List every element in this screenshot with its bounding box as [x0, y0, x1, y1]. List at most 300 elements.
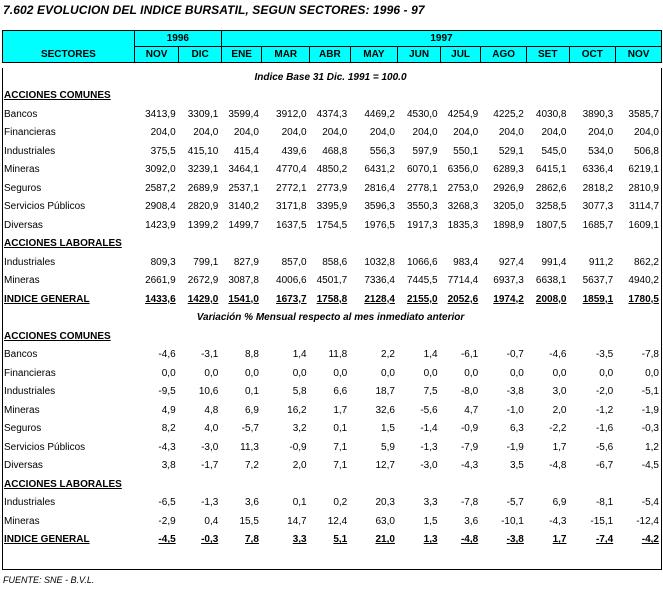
value-cell: -10,1: [501, 515, 524, 527]
value-cell: 2820,9: [187, 201, 219, 213]
header-month: MAY: [350, 47, 398, 63]
value-cell: 7,1: [333, 460, 348, 472]
value-cell: 1,3: [423, 534, 438, 546]
source-note: FUENTE: SNE - B.V.L.: [3, 575, 95, 585]
header-month: AGO: [481, 47, 527, 63]
value-cell: -3,8: [506, 534, 524, 546]
value-cell: 3599,4: [228, 108, 259, 120]
value-cell: 7445,5: [406, 275, 438, 287]
value-cell: 3550,3: [406, 201, 438, 213]
value-cell: 1859,1: [582, 293, 614, 305]
value-cell: 6356,0: [447, 164, 479, 176]
value-cell: 1499,7: [228, 219, 259, 231]
table-row: [2, 346, 662, 365]
value-cell: 1,2: [645, 441, 659, 453]
value-cell: -4,8: [460, 534, 479, 546]
value-cell: 5,1: [333, 534, 348, 546]
value-cell: -3,0: [420, 460, 438, 472]
value-cell: -3,5: [595, 349, 614, 361]
value-cell: 991,4: [541, 256, 567, 268]
value-cell: 3258,5: [535, 201, 567, 213]
value-cell: -7,4: [595, 534, 614, 546]
value-cell: -4,3: [158, 441, 176, 453]
value-cell: -6,1: [460, 349, 479, 361]
table-row: [2, 364, 662, 383]
value-cell: 63,0: [375, 515, 395, 527]
value-cell: 2537,1: [228, 182, 259, 194]
row-label: Servicios Públicos: [4, 201, 86, 213]
header-sectores: SECTORES: [3, 31, 135, 63]
value-cell: 1898,9: [493, 219, 524, 231]
value-cell: 4501,7: [316, 275, 348, 287]
value-cell: 7,1: [333, 441, 348, 453]
value-cell: 3114,7: [629, 201, 659, 213]
value-cell: 0,0: [245, 367, 259, 379]
value-cell: 1399,2: [187, 219, 219, 231]
table-row: [2, 401, 662, 420]
value-cell: -5,1: [641, 386, 659, 398]
row-label: Mineras: [4, 404, 40, 416]
section-note: Indice Base 31 Dic. 1991 = 100.0: [254, 71, 407, 83]
value-cell: 5,9: [381, 441, 395, 453]
value-cell: 1429,0: [187, 293, 219, 305]
value-cell: 204,0: [322, 127, 348, 139]
value-cell: 2128,4: [364, 293, 395, 305]
value-cell: -4,8: [549, 460, 567, 472]
value-cell: 3413,9: [145, 108, 176, 120]
value-cell: 1,5: [423, 515, 438, 527]
value-cell: 16,2: [287, 404, 307, 416]
value-cell: 2,0: [552, 404, 567, 416]
general-index-row: [2, 290, 662, 309]
value-cell: 1,4: [423, 349, 438, 361]
value-cell: 2908,4: [145, 201, 176, 213]
value-cell: 4006,6: [276, 275, 307, 287]
value-cell: -4,3: [549, 515, 567, 527]
row-label: Financieras: [4, 367, 56, 379]
value-cell: 1835,3: [447, 219, 479, 231]
row-label: Industriales: [4, 145, 56, 157]
table-row: [2, 105, 662, 124]
value-cell: -0,7: [506, 349, 524, 361]
value-cell: -6,7: [595, 460, 614, 472]
row-label: Mineras: [4, 515, 40, 527]
value-cell: 1032,8: [364, 256, 395, 268]
value-cell: 32,6: [375, 404, 395, 416]
value-cell: 1,7: [333, 404, 348, 416]
value-cell: 0,0: [381, 367, 395, 379]
value-cell: 6219,1: [628, 164, 659, 176]
value-cell: 927,4: [498, 256, 524, 268]
value-cell: 0,0: [599, 367, 614, 379]
value-cell: 3,6: [464, 515, 479, 527]
value-cell: 204,0: [633, 127, 659, 139]
value-cell: 2810,9: [628, 182, 659, 194]
row-label: Seguros: [4, 182, 42, 194]
value-cell: 7714,4: [447, 275, 479, 287]
value-cell: 3,5: [509, 460, 524, 472]
value-cell: 556,3: [369, 145, 395, 157]
value-cell: -4,6: [549, 349, 567, 361]
value-cell: -0,3: [201, 534, 219, 546]
value-cell: 534,0: [588, 145, 614, 157]
value-cell: 809,3: [150, 256, 176, 268]
row-label: Diversas: [4, 219, 43, 231]
group-title: ACCIONES COMUNES: [4, 90, 111, 102]
table-row: [2, 124, 662, 143]
value-cell: 11,3: [240, 441, 259, 453]
value-cell: 3395,9: [316, 201, 348, 213]
value-cell: -1,4: [420, 423, 438, 435]
value-cell: 3890,3: [582, 108, 614, 120]
value-cell: -0,9: [460, 423, 479, 435]
value-cell: 204,0: [412, 127, 438, 139]
value-cell: 2773,9: [316, 182, 348, 194]
value-cell: -8,0: [460, 386, 479, 398]
value-cell: 597,9: [412, 145, 438, 157]
value-cell: -1,3: [420, 441, 438, 453]
value-cell: -2,2: [549, 423, 567, 435]
value-cell: 0,1: [245, 386, 259, 398]
value-cell: 0,0: [423, 367, 438, 379]
value-cell: 3,6: [245, 497, 259, 509]
value-cell: 3239,1: [187, 164, 219, 176]
value-cell: 2052,6: [447, 293, 479, 305]
value-cell: 204,0: [193, 127, 219, 139]
value-cell: 3087,8: [228, 275, 259, 287]
table-row: [2, 161, 662, 180]
value-cell: 3585,7: [628, 108, 659, 120]
row-label: Servicios Públicos: [4, 441, 86, 453]
value-cell: 1685,7: [582, 219, 614, 231]
value-cell: -8,1: [595, 497, 614, 509]
value-cell: 0,0: [292, 367, 307, 379]
value-cell: 2778,1: [406, 182, 438, 194]
value-cell: 3309,1: [187, 108, 219, 120]
value-cell: 204,0: [233, 127, 259, 139]
value-cell: -7,8: [641, 349, 659, 361]
value-cell: 0,0: [161, 367, 176, 379]
value-cell: -1,6: [595, 423, 614, 435]
table-row: [2, 457, 662, 476]
value-cell: 7,5: [423, 386, 438, 398]
value-cell: 2753,0: [447, 182, 479, 194]
value-cell: 204,0: [453, 127, 479, 139]
value-cell: 3464,1: [228, 164, 259, 176]
value-cell: -4,5: [641, 460, 659, 472]
value-cell: 0,0: [645, 367, 659, 379]
value-cell: 529,1: [498, 145, 524, 157]
value-cell: 4940,2: [628, 275, 659, 287]
value-cell: 6638,1: [535, 275, 567, 287]
value-cell: 983,4: [453, 256, 479, 268]
value-cell: 4225,2: [493, 108, 524, 120]
value-cell: 0,0: [333, 367, 348, 379]
table-row: [2, 142, 662, 161]
value-cell: 6431,2: [364, 164, 395, 176]
value-cell: 827,9: [233, 256, 259, 268]
value-cell: 2772,1: [276, 182, 307, 194]
value-cell: -5,6: [595, 441, 614, 453]
value-cell: 6,9: [552, 497, 567, 509]
value-cell: 550,1: [453, 145, 479, 157]
value-cell: -1,9: [506, 441, 524, 453]
value-cell: 5637,7: [582, 275, 614, 287]
value-cell: 21,0: [375, 534, 395, 546]
value-cell: 4469,2: [364, 108, 395, 120]
value-cell: 3,8: [161, 460, 176, 472]
value-cell: 0,0: [204, 367, 219, 379]
value-cell: -4,2: [641, 534, 659, 546]
section-note: Variación % Mensual respecto al mes inmediato anterior: [196, 312, 465, 324]
value-cell: 2155,0: [406, 293, 438, 305]
value-cell: 3,0: [552, 386, 567, 398]
row-label: Mineras: [4, 275, 40, 287]
value-cell: 15,5: [239, 515, 259, 527]
row-label: Seguros: [4, 423, 42, 435]
value-cell: -1,2: [595, 404, 614, 416]
value-cell: 204,0: [541, 127, 567, 139]
value-cell: 0,4: [204, 515, 219, 527]
value-cell: 1541,0: [228, 293, 259, 305]
row-label: Mineras: [4, 164, 40, 176]
group-title: ACCIONES LABORALES: [4, 238, 122, 250]
value-cell: 18,7: [375, 386, 395, 398]
value-cell: -4,6: [158, 349, 176, 361]
row-label: Bancos: [4, 349, 38, 361]
row-label: Bancos: [4, 108, 38, 120]
value-cell: 1754,5: [316, 219, 348, 231]
value-cell: 1433,6: [145, 293, 176, 305]
value-cell: 6336,4: [582, 164, 614, 176]
value-cell: 204,0: [588, 127, 614, 139]
value-cell: 4254,9: [447, 108, 479, 120]
value-cell: 8,2: [161, 423, 176, 435]
value-cell: 2816,4: [364, 182, 395, 194]
value-cell: 2008,0: [535, 293, 567, 305]
value-cell: 3205,0: [493, 201, 524, 213]
value-cell: 0,0: [552, 367, 567, 379]
value-cell: 4530,0: [406, 108, 438, 120]
value-cell: 506,8: [633, 145, 659, 157]
value-cell: 3,3: [292, 534, 307, 546]
value-cell: 4,8: [204, 404, 219, 416]
value-cell: 911,2: [588, 256, 614, 268]
row-label: Industriales: [4, 386, 56, 398]
value-cell: 12,7: [375, 460, 395, 472]
value-cell: 4770,4: [276, 164, 307, 176]
table-row: [2, 383, 662, 402]
value-cell: -5,6: [420, 404, 438, 416]
value-cell: 2,0: [292, 460, 307, 472]
header-month: MAR: [262, 47, 310, 63]
row-label: Industriales: [4, 497, 56, 509]
value-cell: 14,7: [287, 515, 307, 527]
table-row: [2, 494, 662, 513]
value-cell: 799,1: [193, 256, 219, 268]
value-cell: 1673,7: [276, 293, 307, 305]
value-cell: 5,8: [292, 386, 307, 398]
value-cell: 3092,0: [145, 164, 176, 176]
value-cell: -4,5: [158, 534, 176, 546]
value-cell: 375,5: [150, 145, 176, 157]
value-cell: 3268,3: [447, 201, 479, 213]
value-cell: 1,7: [552, 534, 567, 546]
general-index-row: [2, 531, 662, 550]
header-month: NOV: [616, 47, 662, 63]
value-cell: 204,0: [369, 127, 395, 139]
value-cell: 858,6: [322, 256, 348, 268]
value-cell: -2,9: [158, 515, 176, 527]
table-title: 7.602 EVOLUCION DEL INDICE BURSATIL, SEGUN SECTORES: 1996 - 97: [3, 3, 425, 17]
value-cell: 2587,2: [145, 182, 176, 194]
value-cell: 545,0: [541, 145, 567, 157]
value-cell: -3,0: [201, 441, 219, 453]
value-cell: 204,0: [498, 127, 524, 139]
value-cell: 4030,8: [535, 108, 567, 120]
value-cell: 415,10: [187, 145, 219, 157]
value-cell: 468,8: [322, 145, 348, 157]
value-cell: -5,7: [506, 497, 524, 509]
value-cell: -4,3: [460, 460, 479, 472]
value-cell: 2661,9: [145, 275, 176, 287]
header-month: ENE: [221, 47, 262, 63]
value-cell: -6,5: [158, 497, 176, 509]
table-body: [2, 68, 662, 549]
value-cell: -3,8: [506, 386, 524, 398]
value-cell: 7,8: [245, 534, 259, 546]
value-cell: 2672,9: [187, 275, 219, 287]
header-month: JUN: [398, 47, 441, 63]
value-cell: 4374,3: [316, 108, 348, 120]
value-cell: 6,9: [245, 404, 259, 416]
value-cell: 2926,9: [493, 182, 524, 194]
header-month: DIC: [179, 47, 222, 63]
value-cell: 2862,6: [535, 182, 567, 194]
header-year-1996: 1996: [134, 31, 221, 47]
value-cell: 6937,3: [493, 275, 524, 287]
value-cell: 0,1: [333, 423, 348, 435]
value-cell: 4850,2: [316, 164, 348, 176]
value-cell: 2818,2: [582, 182, 614, 194]
value-cell: 4,9: [161, 404, 176, 416]
row-label: Industriales: [4, 256, 56, 268]
header-month: SET: [526, 47, 569, 63]
value-cell: 6,3: [509, 423, 524, 435]
value-cell: -9,5: [158, 386, 176, 398]
value-cell: 3077,3: [582, 201, 614, 213]
value-cell: -1,9: [641, 404, 659, 416]
value-cell: 6415,1: [535, 164, 567, 176]
value-cell: 12,4: [327, 515, 348, 527]
value-cell: 1066,6: [406, 256, 438, 268]
value-cell: 1637,5: [276, 219, 307, 231]
value-cell: 3912,0: [276, 108, 307, 120]
value-cell: 20,3: [375, 497, 395, 509]
table-row: [2, 512, 662, 531]
value-cell: 415,4: [233, 145, 259, 157]
value-cell: 862,2: [633, 256, 659, 268]
value-cell: 2,2: [381, 349, 395, 361]
header-month: JUL: [440, 47, 481, 63]
value-cell: 1423,9: [145, 219, 176, 231]
value-cell: -1,7: [201, 460, 219, 472]
value-cell: -3,1: [201, 349, 219, 361]
value-cell: -2,0: [595, 386, 614, 398]
value-cell: -0,3: [641, 423, 659, 435]
value-cell: 1,7: [552, 441, 567, 453]
group-title: ACCIONES COMUNES: [4, 330, 111, 342]
value-cell: 0,0: [509, 367, 524, 379]
value-cell: 6070,1: [406, 164, 438, 176]
table-row: [2, 420, 662, 439]
header-month: NOV: [134, 47, 179, 63]
value-cell: 7,2: [245, 460, 259, 472]
value-cell: 1609,1: [628, 219, 659, 231]
table-row: [2, 253, 662, 272]
value-cell: 1758,8: [316, 293, 348, 305]
value-cell: 857,0: [281, 256, 307, 268]
value-cell: 4,7: [464, 404, 479, 416]
value-cell: -5,7: [241, 423, 259, 435]
value-cell: -1,3: [201, 497, 219, 509]
value-cell: 10,6: [198, 386, 219, 398]
value-cell: 0,1: [292, 497, 307, 509]
table-row: [2, 438, 662, 457]
header-month: ABR: [310, 47, 351, 63]
value-cell: 7336,4: [364, 275, 395, 287]
table-row: [2, 272, 662, 291]
value-cell: -5,4: [641, 497, 659, 509]
value-cell: 204,0: [281, 127, 307, 139]
value-cell: 6289,3: [493, 164, 524, 176]
header-year-1997: 1997: [221, 31, 661, 47]
value-cell: 3140,2: [228, 201, 259, 213]
value-cell: -12,4: [636, 515, 659, 527]
value-cell: 1807,5: [535, 219, 567, 231]
row-label: INDICE GENERAL: [4, 293, 90, 305]
value-cell: 204,0: [150, 127, 176, 139]
value-cell: 0,2: [333, 497, 348, 509]
value-cell: 11,8: [328, 349, 348, 361]
value-cell: -15,1: [590, 515, 614, 527]
group-title: ACCIONES LABORALES: [4, 478, 122, 490]
row-label: Diversas: [4, 460, 43, 472]
value-cell: 3,2: [292, 423, 307, 435]
value-cell: 3,3: [423, 497, 438, 509]
table-row: [2, 216, 662, 235]
row-label: INDICE GENERAL: [4, 534, 90, 546]
value-cell: 1,4: [292, 349, 307, 361]
row-label: Financieras: [4, 127, 56, 139]
value-cell: 1,5: [381, 423, 395, 435]
value-cell: 1917,3: [406, 219, 438, 231]
value-cell: -0,9: [289, 441, 307, 453]
value-cell: 3171,8: [276, 201, 307, 213]
header-month: OCT: [569, 47, 616, 63]
value-cell: 8,8: [245, 349, 259, 361]
table-row: [2, 179, 662, 198]
table-header: [2, 30, 662, 63]
value-cell: 1976,5: [364, 219, 395, 231]
value-cell: -1,0: [506, 404, 524, 416]
value-cell: 439,6: [281, 145, 307, 157]
value-cell: -7,9: [460, 441, 479, 453]
value-cell: 4,0: [204, 423, 219, 435]
table-row: [2, 198, 662, 217]
value-cell: 1780,5: [628, 293, 659, 305]
value-cell: 1974,2: [493, 293, 524, 305]
